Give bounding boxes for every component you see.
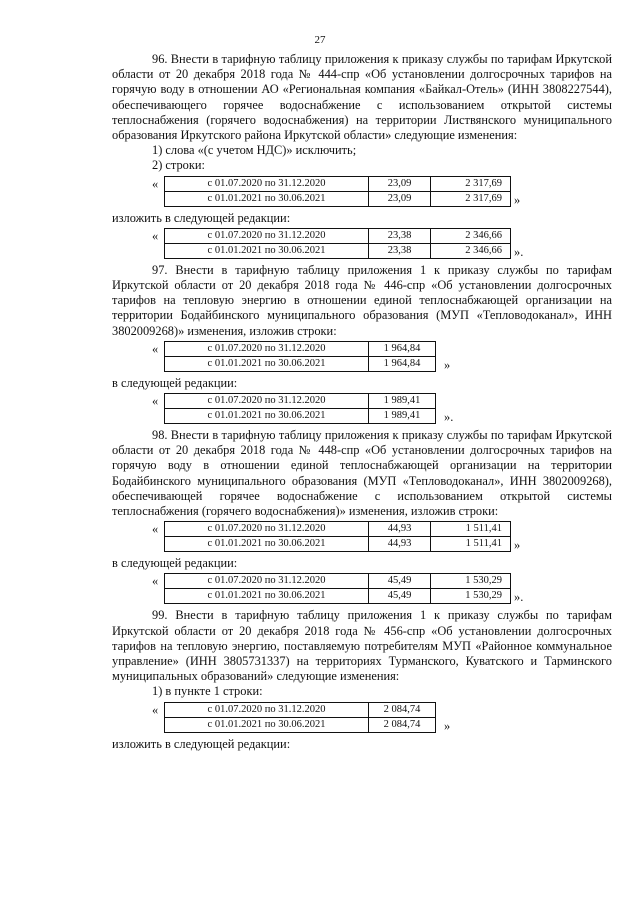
item-98-text: 98. Внести в тарифную таблицу приложения к приказу службы по тарифам Иркутской области от 20 декабря 2018 года № 448-спр «Об установлении долгосрочных тарифов на горячую воду в отношении единой теплоснабжающей организации на территории Бодайбинского муниципального образования (МУП «Тепловодоканал», ИНН 3802009268), обеспечивающей горячее водоснабжение с использованием открытой системы теплоснабжения (горячего водоснабжения)» изменения, изложив строки: [112,428,612,519]
table-row [165,717,436,732]
item-98-old-table [164,521,511,552]
value-cell: 1 989,41 [369,394,436,409]
value-cell: 45,49 [369,574,431,589]
value-cell: 1 511,41 [431,537,511,552]
item-99-old-table [164,702,436,733]
value-cell: 23,09 [369,191,431,206]
item-97-old-table [164,341,436,372]
value-cell: 1 964,84 [369,341,436,356]
table-row [165,356,436,371]
period-cell: с 01.07.2020 по 31.12.2020 [165,574,369,589]
item-98-new-table [164,573,511,604]
period-cell: с 01.01.2021 по 30.06.2021 [165,356,369,371]
item-98-between: в следующей редакции: [112,556,238,571]
table-row [165,243,511,258]
item-99-old-table-block [112,702,612,736]
quote-close: ». [444,410,454,425]
quote-open: « [152,176,159,191]
period-cell: с 01.01.2021 по 30.06.2021 [165,589,369,604]
table-row [165,409,436,424]
item-97-old-table-block [112,341,612,375]
item-99-between: изложить в следующей редакции: [112,736,291,751]
quote-open: « [152,702,159,717]
item-97-new-table-block [112,393,612,427]
item-97-new-table [164,393,436,424]
quote-open: « [152,228,159,243]
value-cell: 1 530,29 [431,574,511,589]
period-cell: с 01.01.2021 по 30.06.2021 [165,409,369,424]
table-row [165,537,511,552]
quote-close: ». [514,590,524,605]
value-cell: 45,49 [369,589,431,604]
item-96-text: 96. Внести в тарифную таблицу приложения к приказу службы по тарифам Иркутской области от 20 декабря 2018 года № 444-спр «Об установлении долгосрочных тарифов на горячую воду в отношении АО «Региональная компания «Байкал-Отель» (ИНН 3808227544), обеспечивающего горячее водоснабжение с использованием открытой системы теплоснабжения (горячего водоснабжения) на территории Листвянского муниципального образования Иркутского района Иркутской области» следующие изменения: [112,52,612,143]
document-body [112,52,612,752]
item-96-old-table [164,176,511,207]
table-row [165,191,511,206]
value-cell: 44,93 [369,537,431,552]
period-cell: с 01.01.2021 по 30.06.2021 [165,537,369,552]
value-cell: 2 084,74 [369,717,436,732]
quote-close: » [444,357,451,372]
period-cell: с 01.07.2020 по 31.12.2020 [165,341,369,356]
value-cell: 1 511,41 [431,522,511,537]
period-cell: с 01.01.2021 по 30.06.2021 [165,717,369,732]
page-number: 27 [314,34,326,46]
value-cell: 44,93 [369,522,431,537]
quote-open: « [152,522,159,537]
value-cell: 2 084,74 [369,702,436,717]
item-96-new-table-block [112,228,612,262]
period-cell: с 01.07.2020 по 31.12.2020 [165,522,369,537]
quote-open: « [152,574,159,589]
value-cell: 1 964,84 [369,356,436,371]
item-97-text: 97. Внести в тарифную таблицу приложения 1 к приказу службы по тарифам Иркутской области от 20 декабря 2018 года № 446-спр «Об установлении долгосрочных тарифов на тепловую энергию в отношении единой теплоснабжающей организации на территории Бодайбинского муниципального образования (МУП «Тепловодоканал», ИНН 3802009268)» изменения, изложив строки: [112,262,612,338]
item-97-between: в следующей редакции: [112,375,238,390]
value-cell: 23,38 [369,228,431,243]
period-cell: с 01.07.2020 по 31.12.2020 [165,702,369,717]
quote-close: » [514,538,521,553]
item-96-sub2: 2) строки: [152,158,205,173]
table-row [165,522,511,537]
item-98-new-table-block [112,573,612,607]
item-96-between: изложить в следующей редакции: [112,210,291,225]
period-cell: с 01.01.2021 по 30.06.2021 [165,191,369,206]
period-cell: с 01.07.2020 по 31.12.2020 [165,228,369,243]
table-row [165,176,511,191]
value-cell: 2 317,69 [431,191,511,206]
table-row [165,574,511,589]
period-cell: с 01.07.2020 по 31.12.2020 [165,394,369,409]
table-row [165,341,436,356]
item-96-old-table-block [112,176,612,210]
item-96-sub1: 1) слова «(с учетом НДС)» исключить; [152,143,357,158]
period-cell: с 01.01.2021 по 30.06.2021 [165,243,369,258]
item-98-old-table-block [112,521,612,555]
value-cell: 23,38 [369,243,431,258]
table-row [165,589,511,604]
value-cell: 2 317,69 [431,176,511,191]
quote-close: ». [514,244,524,259]
quote-open: « [152,394,159,409]
quote-close: » [444,718,451,733]
value-cell: 1 989,41 [369,409,436,424]
value-cell: 23,09 [369,176,431,191]
quote-open: « [152,341,159,356]
table-row [165,394,436,409]
value-cell: 2 346,66 [431,243,511,258]
item-99-text: 99. Внести в тарифную таблицу приложения 1 к приказу службы по тарифам Иркутской области от 20 декабря 2018 года № 456-спр «Об установлении долгосрочных тарифов на тепловую энергию, поставляемую потребителям МУП «Районное коммунальное управление» (ИНН 3805731337) на территориях Турманского, Куватского и Тарминского муниципальных образований» следующие изменения: [112,608,612,684]
period-cell: с 01.07.2020 по 31.12.2020 [165,176,369,191]
item-96-new-table [164,228,511,259]
table-row [165,228,511,243]
value-cell: 2 346,66 [431,228,511,243]
quote-close: » [514,192,521,207]
table-row [165,702,436,717]
item-99-sub1: 1) в пункте 1 строки: [152,684,263,699]
value-cell: 1 530,29 [431,589,511,604]
